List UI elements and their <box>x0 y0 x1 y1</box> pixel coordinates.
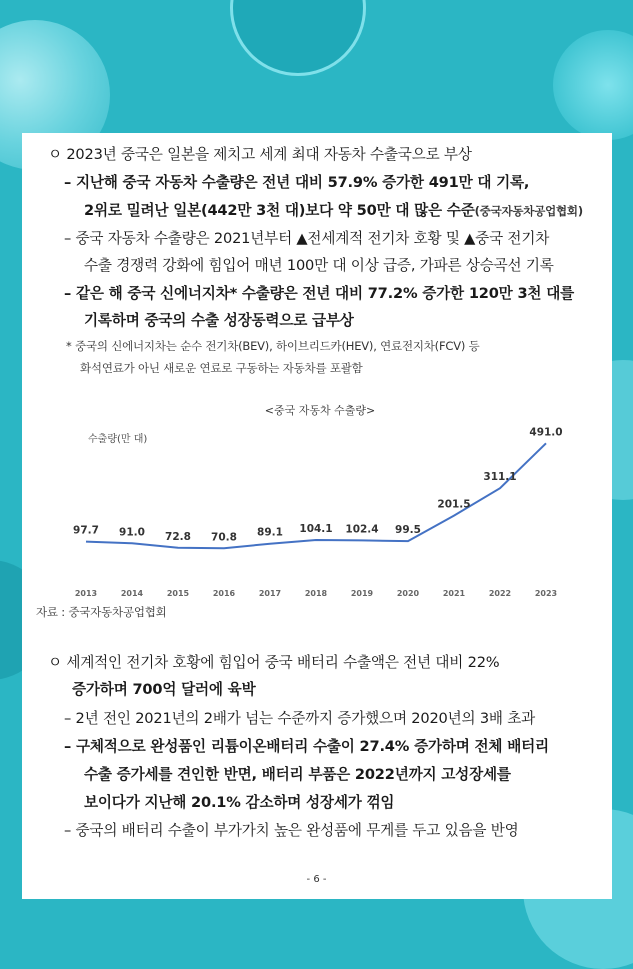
data-label: 102.4 <box>345 523 379 536</box>
text-line: 기록하며 중국의 수출 성장동력으로 급부상 <box>84 312 354 329</box>
text-line: 수출 증가세를 견인한 반면, 배터리 부품은 2022년까지 고성장세를 <box>84 766 511 783</box>
text-line: – 같은 해 중국 신에너지차* 수출량은 전년 대비 77.2% 증가한 120만 3천 대를 <box>64 285 574 302</box>
text-line <box>84 199 583 220</box>
data-label: 91.0 <box>119 526 145 539</box>
x-tick-label: 2023 <box>534 589 558 598</box>
page-number: - 6 - <box>306 874 327 885</box>
text-line: 증가하며 700억 달러에 육박 <box>72 681 256 698</box>
data-label: 99.5 <box>395 524 421 537</box>
data-label: 491.0 <box>529 426 563 439</box>
chart-title: <중국 자동차 수출량> <box>264 404 376 417</box>
source-inline: (중국자동차공업협회) <box>474 204 583 218</box>
bullet-heading-2: ㅇ 세계적인 전기차 호황에 힘입어 중국 배터리 수출액은 전년 대비 22% <box>48 654 500 671</box>
footnote-line: 화석연료가 아닌 새로운 연료로 구동하는 자동차를 포괄함 <box>80 361 363 375</box>
x-tick-label: 2021 <box>442 589 466 598</box>
x-tick-label: 2020 <box>396 589 420 598</box>
data-label: 72.8 <box>165 530 191 543</box>
data-label: 97.7 <box>73 524 99 537</box>
x-tick-label: 2017 <box>258 589 282 598</box>
text-line: – 지난해 중국 자동차 수출량은 전년 대비 57.9% 증가한 491만 대 기록, <box>64 174 530 191</box>
x-tick-label: 2022 <box>488 589 512 598</box>
text-line: – 중국의 배터리 수출이 부가가치 높은 완성품에 무게를 두고 있음을 반영 <box>64 822 519 839</box>
data-label: 89.1 <box>257 526 283 539</box>
x-tick-label: 2018 <box>304 589 328 598</box>
bg-circle-top <box>230 0 366 76</box>
text-line: – 2년 전인 2021년의 2배가 넘는 수준까지 증가했으며 2020년의 3배 초과 <box>64 710 536 727</box>
text-span: 2위로 밀려난 일본(442만 3천 대)보다 약 50만 대 많은 수준 <box>84 202 475 219</box>
x-tick-label: 2014 <box>120 589 144 598</box>
bg-circle-right <box>553 30 633 140</box>
x-tick-label: 2019 <box>350 589 374 598</box>
chart-source: 자료 : 중국자동차공업협회 <box>36 605 167 619</box>
x-tick-label: 2016 <box>212 589 236 598</box>
text-line: 보이다가 지난해 20.1% 감소하며 성장세가 꺾임 <box>84 794 395 811</box>
footnote-line: * 중국의 신에너지차는 순수 전기차(BEV), 하이브리드카(HEV), 연료전지차(FCV) 등 <box>66 339 480 353</box>
data-label: 70.8 <box>211 531 237 544</box>
text-line: – 중국 자동차 수출량은 2021년부터 ▲전세계적 전기차 호황 및 ▲중국 전기차 <box>64 230 550 247</box>
text-line: – 구체적으로 완성품인 리튬이온배터리 수출이 27.4% 증가하며 전체 배터리 <box>64 738 549 755</box>
data-label: 311.1 <box>483 471 517 484</box>
export-line-chart <box>60 396 580 601</box>
chart-y-label: 수출량(만 대) <box>88 434 148 445</box>
x-tick-label: 2015 <box>166 589 190 598</box>
bullet-heading-1: ㅇ 2023년 중국은 일본을 제치고 세계 최대 자동차 수출국으로 부상 <box>48 146 472 163</box>
data-label: 201.5 <box>437 498 471 511</box>
text-line: 수출 경쟁력 강화에 힘입어 매년 100만 대 이상 급증, 가파른 상승곡선 기록 <box>84 257 554 274</box>
data-label: 104.1 <box>299 522 333 535</box>
x-tick-label: 2013 <box>74 589 98 598</box>
